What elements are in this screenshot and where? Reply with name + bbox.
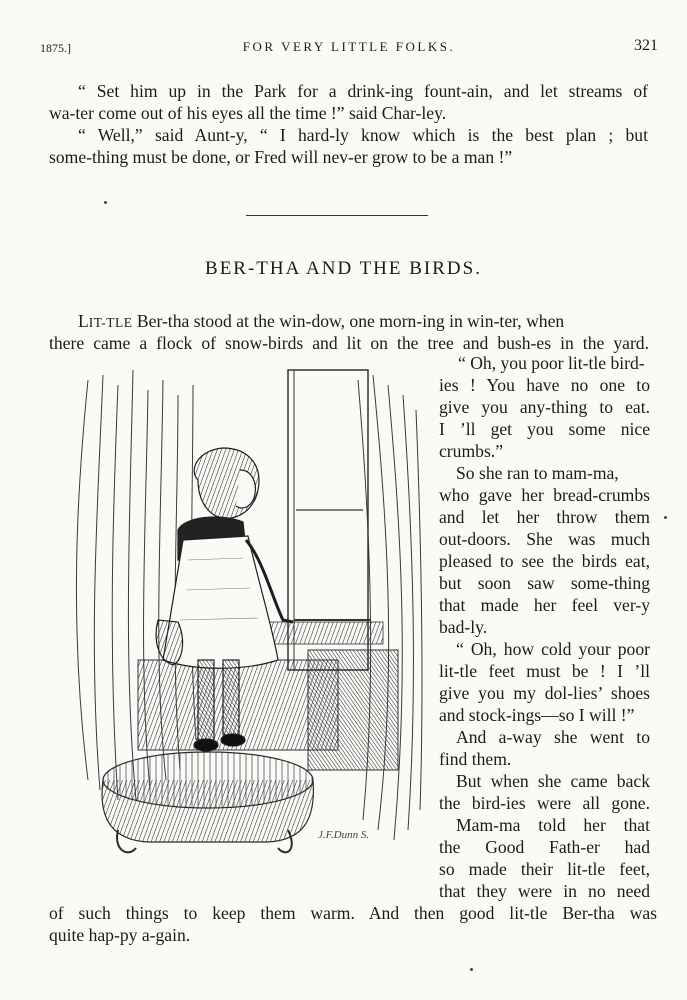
col-line: find them. (439, 749, 512, 769)
col-line: But when she came back (456, 771, 650, 791)
speck (104, 201, 107, 204)
col-line: so made their lit-tle feet, (439, 859, 650, 879)
table (138, 650, 398, 770)
header-year: 1875.] (40, 41, 71, 55)
story-line-2: there came a flock of snow-birds and lit on the tree and bush-es in the yard. (49, 333, 649, 353)
illustration-girl-at-window (58, 360, 426, 860)
stool (102, 752, 313, 852)
story-title: BER-THA AND THE BIRDS. (205, 258, 482, 279)
story-line-1: LIT-TLE Ber-tha stood at the win-dow, one morn-ing in win-ter, when (78, 311, 565, 331)
col-line: the bird-ies were all gone. (439, 793, 650, 813)
running-header (40, 37, 658, 59)
col-line: the Good Fath-er had (439, 837, 650, 857)
col-line: Mam-ma told her that (456, 815, 650, 835)
col-line: lit-tle feet must be ! I ’ll (439, 661, 650, 681)
col-line: pleased to see the birds eat, (439, 551, 650, 571)
prev-line-1: “ Set him up in the Park for a drink-ing fount-ain, and let streams of (78, 81, 648, 101)
col-line: and let her throw them (439, 507, 650, 527)
col-line: “ Oh, you poor lit-tle bird- (458, 353, 645, 373)
col-line: give you my dol-lies’ shoes (439, 683, 650, 703)
col-line: out-doors. She was much (439, 529, 650, 549)
col-line: who gave her bread-crumbs (439, 485, 650, 505)
speck (664, 516, 667, 519)
col-line: “ Oh, how cold your poor (456, 639, 650, 659)
final-line-1: of such things to keep them warm. And then good lit-tle Ber-tha was (49, 903, 657, 923)
prev-line-4: some-thing must be done, or Fred will nev-er grow to be a man !” (49, 147, 513, 167)
col-line: crumbs.” (439, 441, 504, 461)
col-line: So she ran to mam-ma, (456, 463, 619, 483)
col-line: that they were in no need (439, 881, 650, 901)
speck (470, 968, 473, 971)
col-line: And a-way she went to (456, 727, 650, 747)
col-line: ies ! You have no one to (439, 375, 650, 395)
prev-line-2: wa-ter come out of his eyes all the time !” said Char-ley. (49, 103, 447, 123)
section-divider (246, 215, 428, 216)
col-line: but soon saw some-thing (439, 573, 650, 593)
col-line: that made her feel ver-y (439, 595, 650, 615)
artist-signature: J.F.Dunn S. (318, 829, 370, 841)
col-line: give you any-thing to eat. (439, 397, 650, 417)
final-line-2: quite hap-py a-gain. (49, 925, 191, 945)
page-number: 321 (634, 37, 658, 54)
col-line: and stock-ings—so I will !” (439, 705, 635, 725)
col-line: bad-ly. (439, 617, 488, 637)
col-line: I ’ll get you some nice (439, 419, 650, 439)
prev-line-3: “ Well,” said Aunt-y, “ I hard-ly know which is the best plan ; but (78, 125, 648, 145)
header-title: FOR VERY LITTLE FOLKS. (242, 39, 456, 54)
